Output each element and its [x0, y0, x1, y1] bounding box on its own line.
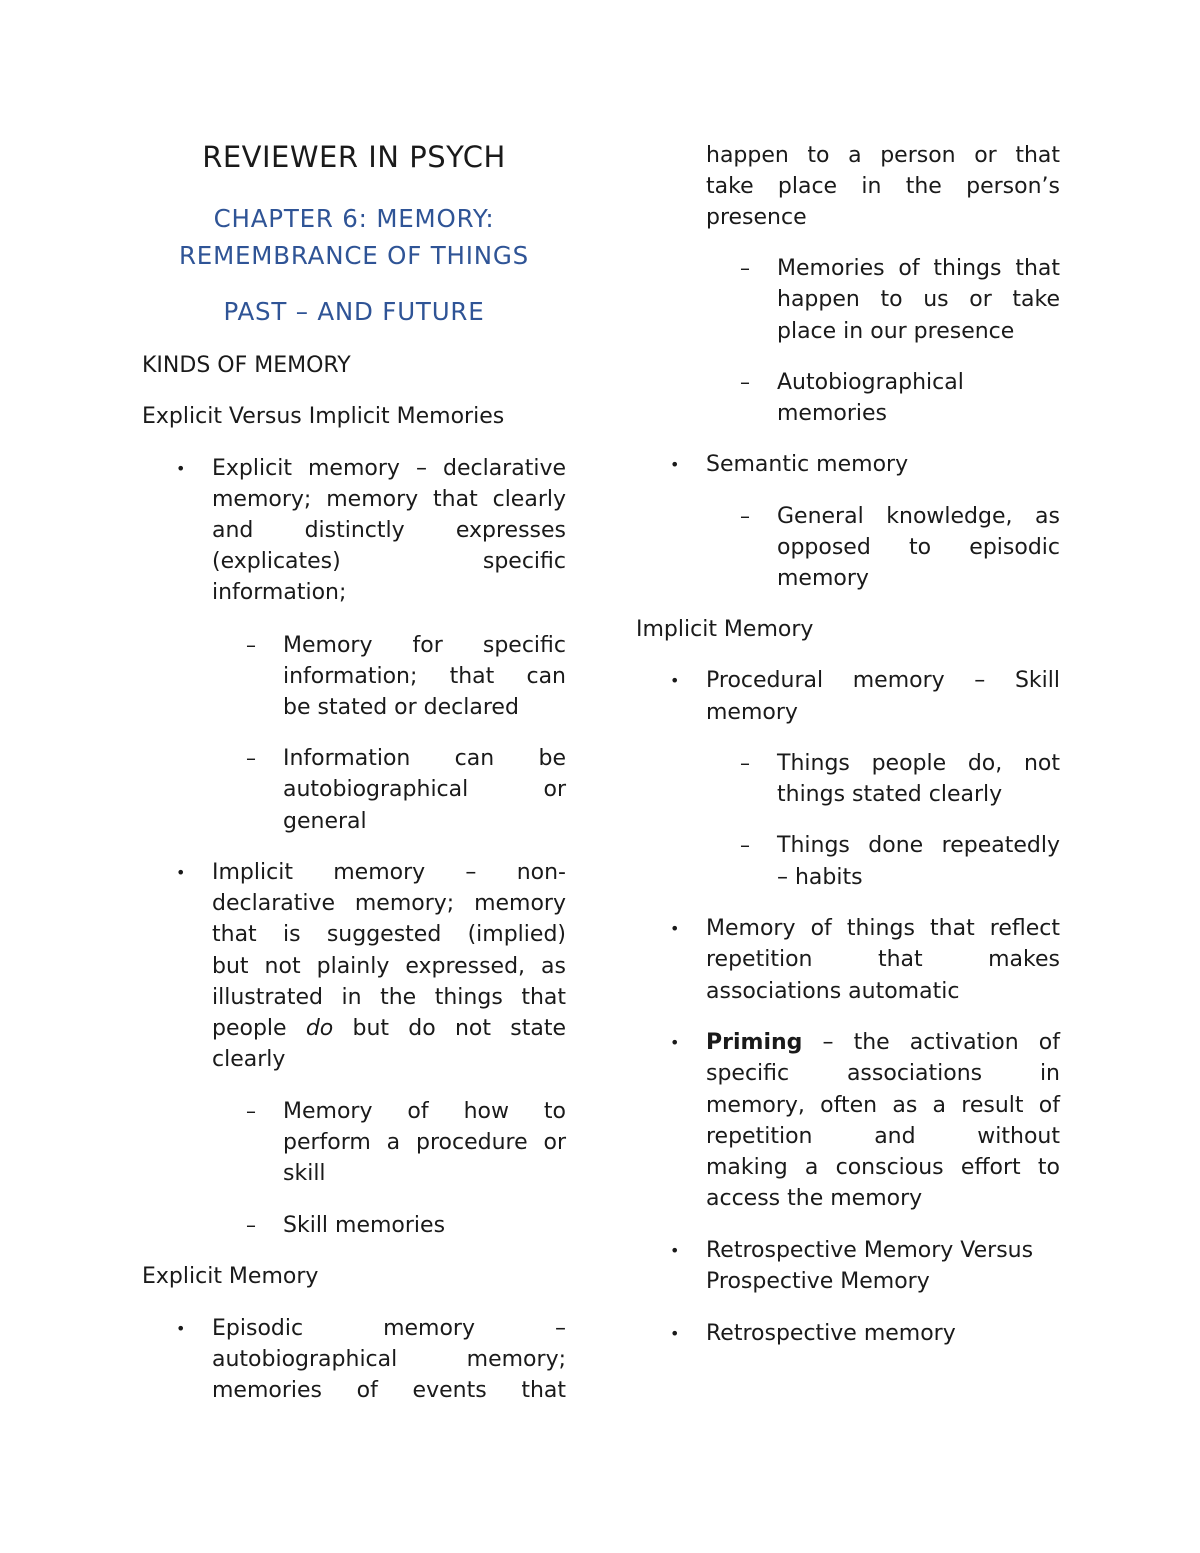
continuation-line: take place in the person’s	[706, 174, 1060, 199]
procedural-bullet-line: Procedural memory – Skill	[706, 668, 1060, 693]
bullet-icon: •	[670, 1241, 680, 1260]
bullet-icon: •	[670, 455, 680, 474]
bullet-icon: •	[670, 671, 680, 690]
priming-line: access the memory	[706, 1186, 923, 1211]
explicit-bullet-line: memory; memory that clearly	[212, 487, 566, 512]
priming-line: memory, often as a result of	[706, 1093, 1060, 1118]
episodic-sub1-line: happen to us or take	[777, 287, 1060, 312]
dash-icon: –	[740, 370, 750, 394]
implicit-sub1-line: Memory of how to	[283, 1099, 566, 1124]
dash-icon: –	[740, 751, 750, 775]
explicit-vs-implicit-heading: Explicit Versus Implicit Memories	[142, 404, 505, 429]
priming-line: specific associations in	[706, 1061, 1060, 1086]
explicit-sub2-line: autobiographical or	[283, 777, 566, 802]
bullet-icon: •	[670, 1033, 680, 1052]
priming-first-line	[706, 1027, 1060, 1058]
bullet-icon: •	[176, 1319, 186, 1338]
priming-line: repetition and without	[706, 1124, 1060, 1149]
episodic-sub1-line: place in our presence	[777, 319, 1015, 344]
procedural-bullet-line: memory	[706, 700, 798, 725]
bullet-icon: •	[670, 919, 680, 938]
document-title: REVIEWER IN PSYCH	[202, 140, 506, 174]
retro-vs-bullet-line: Prospective Memory	[706, 1269, 930, 1294]
implicit-bullet-line: that is suggested (implied)	[212, 922, 566, 947]
implicit-do-line	[212, 1013, 566, 1044]
implicit-bullet-line: Implicit memory – non-	[212, 860, 566, 885]
kinds-heading: KINDS OF MEMORY	[142, 353, 351, 378]
episodic-bullet-line: autobiographical memory;	[212, 1347, 566, 1372]
explicit-sub2-line: general	[283, 809, 367, 834]
implicit-sub1-line: skill	[283, 1161, 326, 1186]
dash-icon: –	[246, 633, 256, 657]
dash-icon: –	[740, 256, 750, 280]
implicit-bullet-last: clearly	[212, 1047, 286, 1072]
implicit-sub2-line: Skill memories	[283, 1213, 446, 1238]
implicit-bullet-line: declarative memory; memory	[212, 891, 566, 916]
implicit-memory-heading: Implicit Memory	[636, 617, 814, 642]
dash-icon: –	[246, 1099, 256, 1123]
dash-icon: –	[740, 504, 750, 528]
repetition-bullet-line: associations automatic	[706, 979, 960, 1004]
procedural-sub1-line: things stated clearly	[777, 782, 1003, 807]
explicit-bullet-line: (explicates) specific	[212, 549, 566, 574]
implicit-sub1-line: perform a procedure or	[283, 1130, 566, 1155]
episodic-sub1-line: Memories of things that	[777, 256, 1060, 281]
procedural-sub2-line: Things done repeatedly	[777, 833, 1060, 858]
dash-icon: –	[246, 746, 256, 770]
bullet-icon: •	[176, 863, 186, 882]
semantic-bullet: Semantic memory	[706, 452, 909, 477]
semantic-sub-line: opposed to episodic	[777, 535, 1060, 560]
priming-term: Priming	[706, 1030, 803, 1055]
semantic-sub-line: General knowledge, as	[777, 504, 1060, 529]
explicit-sub1-line: information; that can	[283, 664, 566, 689]
repetition-bullet-line: repetition that makes	[706, 947, 1060, 972]
episodic-bullet-line: Episodic memory –	[212, 1316, 566, 1341]
episodic-bullet-line: memories of events that	[212, 1378, 566, 1403]
continuation-line: presence	[706, 205, 807, 230]
procedural-sub2-line: – habits	[777, 865, 863, 890]
explicit-memory-heading: Explicit Memory	[142, 1264, 319, 1289]
chapter-title-line3: PAST – AND FUTURE	[223, 297, 485, 326]
implicit-bullet-line: illustrated in the things that	[212, 985, 566, 1010]
explicit-bullet-line: information;	[212, 580, 347, 605]
chapter-title-line1: CHAPTER 6: MEMORY:	[213, 204, 495, 233]
repetition-bullet-line: Memory of things that reflect	[706, 916, 1060, 941]
bullet-icon: •	[176, 459, 186, 478]
dash-icon: –	[246, 1213, 256, 1237]
continuation-line: happen to a person or that	[706, 143, 1060, 168]
retro-vs-bullet-line: Retrospective Memory Versus	[706, 1238, 1034, 1263]
semantic-sub-line: memory	[777, 566, 869, 591]
dash-icon: –	[740, 833, 750, 857]
explicit-bullet-line: Explicit memory – declarative	[212, 456, 566, 481]
implicit-do-post: but do not state	[352, 1016, 566, 1041]
chapter-title-line2: REMEMBRANCE OF THINGS	[178, 241, 529, 270]
priming-line: making a conscious effort to	[706, 1155, 1060, 1180]
implicit-do-pre: people	[212, 1016, 287, 1041]
retro-bullet: Retrospective memory	[706, 1321, 956, 1346]
episodic-sub2-line: Autobiographical	[777, 370, 964, 395]
explicit-bullet-line: and distinctly expresses	[212, 518, 566, 543]
explicit-sub1-line: Memory for specific	[283, 633, 566, 658]
episodic-sub2-line: memories	[777, 401, 888, 426]
bullet-icon: •	[670, 1324, 680, 1343]
implicit-do-word: do	[305, 1016, 334, 1041]
procedural-sub1-line: Things people do, not	[777, 751, 1060, 776]
implicit-bullet-line: but not plainly expressed, as	[212, 954, 566, 979]
explicit-sub1-line: be stated or declared	[283, 695, 519, 720]
explicit-sub2-line: Information can be	[283, 746, 566, 771]
priming-rest: – the activation of	[822, 1030, 1061, 1055]
